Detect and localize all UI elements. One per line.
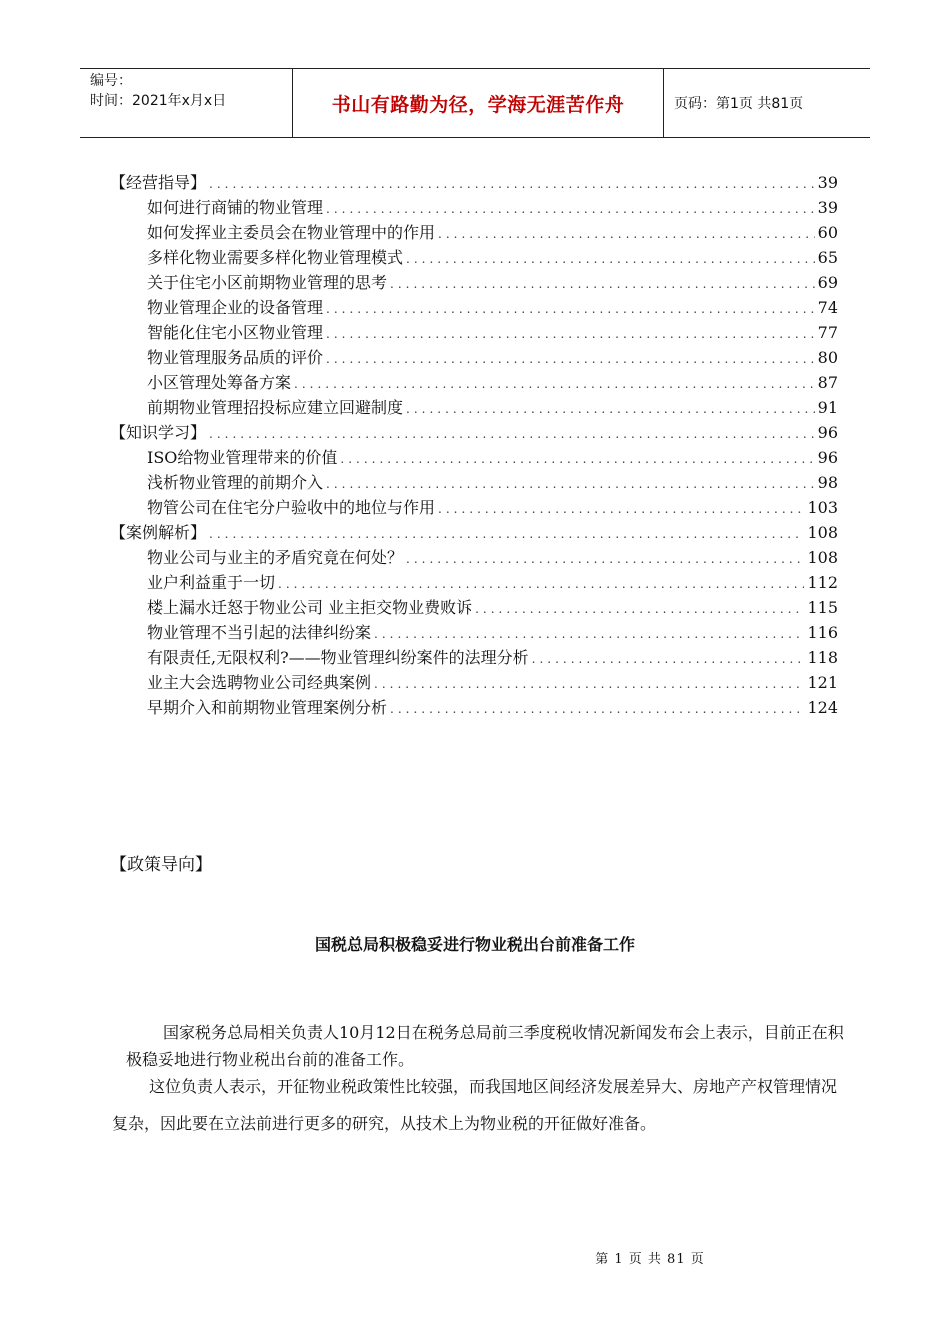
toc-leader-dots bbox=[326, 472, 815, 495]
toc-entry-title: 关于住宅小区前期物业管理的思考 bbox=[147, 273, 388, 292]
toc-entry-title: 前期物业管理招投标应建立回避制度 bbox=[147, 398, 404, 417]
toc-entry-page: 80 bbox=[817, 348, 838, 367]
toc-entry[interactable] bbox=[110, 195, 838, 220]
header-meta bbox=[80, 69, 292, 137]
toc-entry-title: ISO给物业管理带来的价值 bbox=[147, 448, 338, 467]
toc-entry[interactable] bbox=[110, 695, 838, 720]
toc-entry-title: 物业公司与业主的矛盾究竟在何处？ bbox=[147, 548, 404, 567]
toc-entry[interactable] bbox=[110, 570, 838, 595]
article-paragraph-1: 国家税务总局相关负责人10月12日在税务总局前三季度税收情况新闻发布会上表示，目前正在积极稳妥地进行物业税出台前的准备工作。 bbox=[126, 1023, 844, 1069]
page-header bbox=[80, 68, 870, 138]
toc-entry-title: 多样化物业需要多样化物业管理模式 bbox=[147, 248, 404, 267]
toc-entry-title: 小区管理处筹备方案 bbox=[147, 373, 292, 392]
table-of-contents bbox=[110, 170, 838, 720]
code-label: 编号： bbox=[90, 73, 132, 89]
toc-entry-page: 96 bbox=[817, 423, 838, 442]
toc-entry-page: 77 bbox=[817, 323, 838, 342]
toc-entry[interactable] bbox=[110, 220, 838, 245]
toc-entry-page: 116 bbox=[807, 623, 838, 642]
toc-leader-dots bbox=[406, 247, 815, 270]
toc-leader-dots bbox=[326, 297, 815, 320]
toc-entry-page: 115 bbox=[807, 598, 838, 617]
toc-leader-dots bbox=[374, 672, 804, 695]
article-paragraph-2: 这位负责人表示，开征物业税政策性比较强，而我国地区间经济发展差异大、房地产产权管理情况复杂，因此要在立法前进行更多的研究，从技术上为物业税的开征做好准备。 bbox=[112, 1077, 838, 1133]
toc-entry-title: 物业管理不当引起的法律纠纷案 bbox=[147, 623, 372, 642]
toc-entry-page: 87 bbox=[817, 373, 838, 392]
toc-entry-title: 【知识学习】 bbox=[110, 423, 207, 442]
toc-entry-title: 物业管理服务品质的评价 bbox=[147, 348, 324, 367]
toc-entry-page: 98 bbox=[817, 473, 838, 492]
toc-entry[interactable] bbox=[110, 470, 838, 495]
toc-leader-dots bbox=[390, 272, 815, 295]
toc-entry-title: 浅析物业管理的前期介入 bbox=[147, 473, 324, 492]
toc-entry[interactable] bbox=[110, 295, 838, 320]
toc-entry-page: 112 bbox=[807, 573, 838, 592]
toc-leader-dots bbox=[438, 222, 815, 245]
toc-entry[interactable] bbox=[110, 595, 838, 620]
toc-leader-dots bbox=[209, 522, 804, 545]
toc-entry[interactable] bbox=[110, 620, 838, 645]
toc-entry-page: 124 bbox=[807, 698, 838, 717]
toc-leader-dots bbox=[326, 347, 815, 370]
toc-entry-title: 业主大会选聘物业公司经典案例 bbox=[147, 673, 372, 692]
toc-entry[interactable] bbox=[110, 545, 838, 570]
header-motto: 书山有路勤为径，学海无涯苦作舟 bbox=[292, 69, 664, 137]
toc-entry-title: 有限责任,无限权利?——物业管理纠纷案件的法理分析 bbox=[147, 648, 529, 667]
toc-leader-dots bbox=[374, 622, 804, 645]
toc-leader-dots bbox=[278, 572, 804, 595]
toc-entry-title: 楼上漏水迁怒于物业公司 业主拒交物业费败诉 bbox=[147, 598, 473, 617]
toc-entry-title: 智能化住宅小区物业管理 bbox=[147, 323, 324, 342]
toc-entry-title: 早期介入和前期物业管理案例分析 bbox=[147, 698, 388, 717]
toc-entry[interactable] bbox=[110, 370, 838, 395]
section-heading: 【政策导向】 bbox=[110, 855, 212, 875]
toc-leader-dots bbox=[326, 322, 815, 345]
toc-leader-dots bbox=[326, 197, 815, 220]
toc-leader-dots bbox=[532, 647, 805, 670]
toc-entry[interactable] bbox=[110, 170, 838, 195]
toc-entry-page: 60 bbox=[817, 223, 838, 242]
toc-entry[interactable] bbox=[110, 395, 838, 420]
toc-entry-title: 物业管理企业的设备管理 bbox=[147, 298, 324, 317]
header-page-info: 页码：第1页 共81页 bbox=[674, 96, 804, 112]
toc-leader-dots bbox=[406, 547, 804, 570]
toc-entry-title: 如何发挥业主委员会在物业管理中的作用 bbox=[147, 223, 436, 242]
toc-entry-page: 118 bbox=[807, 648, 838, 667]
toc-entry-page: 65 bbox=[817, 248, 838, 267]
toc-entry[interactable] bbox=[110, 670, 838, 695]
toc-leader-dots bbox=[438, 497, 804, 520]
toc-leader-dots bbox=[475, 597, 804, 620]
toc-entry-title: 物管公司在住宅分户验收中的地位与作用 bbox=[147, 498, 436, 517]
page-footer: 第 1 页 共 81 页 bbox=[595, 1252, 705, 1267]
toc-entry-page: 39 bbox=[817, 198, 838, 217]
toc-leader-dots bbox=[406, 397, 815, 420]
toc-entry[interactable] bbox=[110, 345, 838, 370]
toc-entry-page: 96 bbox=[817, 448, 838, 467]
toc-entry[interactable] bbox=[110, 645, 838, 670]
toc-entry-title: 【经营指导】 bbox=[110, 173, 207, 192]
toc-entry-page: 69 bbox=[817, 273, 838, 292]
toc-entry-page: 91 bbox=[817, 398, 838, 417]
toc-leader-dots bbox=[209, 422, 815, 445]
toc-entry[interactable] bbox=[110, 445, 838, 470]
toc-entry-page: 39 bbox=[817, 173, 838, 192]
time-label: 时间：2021年x月x日 bbox=[90, 93, 227, 109]
toc-leader-dots bbox=[340, 447, 814, 470]
toc-entry-page: 103 bbox=[807, 498, 838, 517]
toc-entry[interactable] bbox=[110, 270, 838, 295]
toc-entry-title: 如何进行商铺的物业管理 bbox=[147, 198, 324, 217]
toc-leader-dots bbox=[390, 697, 804, 720]
toc-leader-dots bbox=[294, 372, 815, 395]
toc-entry[interactable] bbox=[110, 245, 838, 270]
toc-entry-page: 74 bbox=[817, 298, 838, 317]
toc-entry-page: 108 bbox=[807, 523, 838, 542]
toc-entry-page: 108 bbox=[807, 548, 838, 567]
toc-entry[interactable] bbox=[110, 495, 838, 520]
toc-entry-title: 【案例解析】 bbox=[110, 523, 207, 542]
toc-entry[interactable] bbox=[110, 520, 838, 545]
toc-entry[interactable] bbox=[110, 420, 838, 445]
toc-entry-title: 业户利益重于一切 bbox=[147, 573, 276, 592]
toc-entry[interactable] bbox=[110, 320, 838, 345]
toc-entry-page: 121 bbox=[807, 673, 838, 692]
article-title: 国税总局积极稳妥进行物业税出台前准备工作 bbox=[314, 935, 635, 954]
toc-leader-dots bbox=[209, 172, 815, 195]
